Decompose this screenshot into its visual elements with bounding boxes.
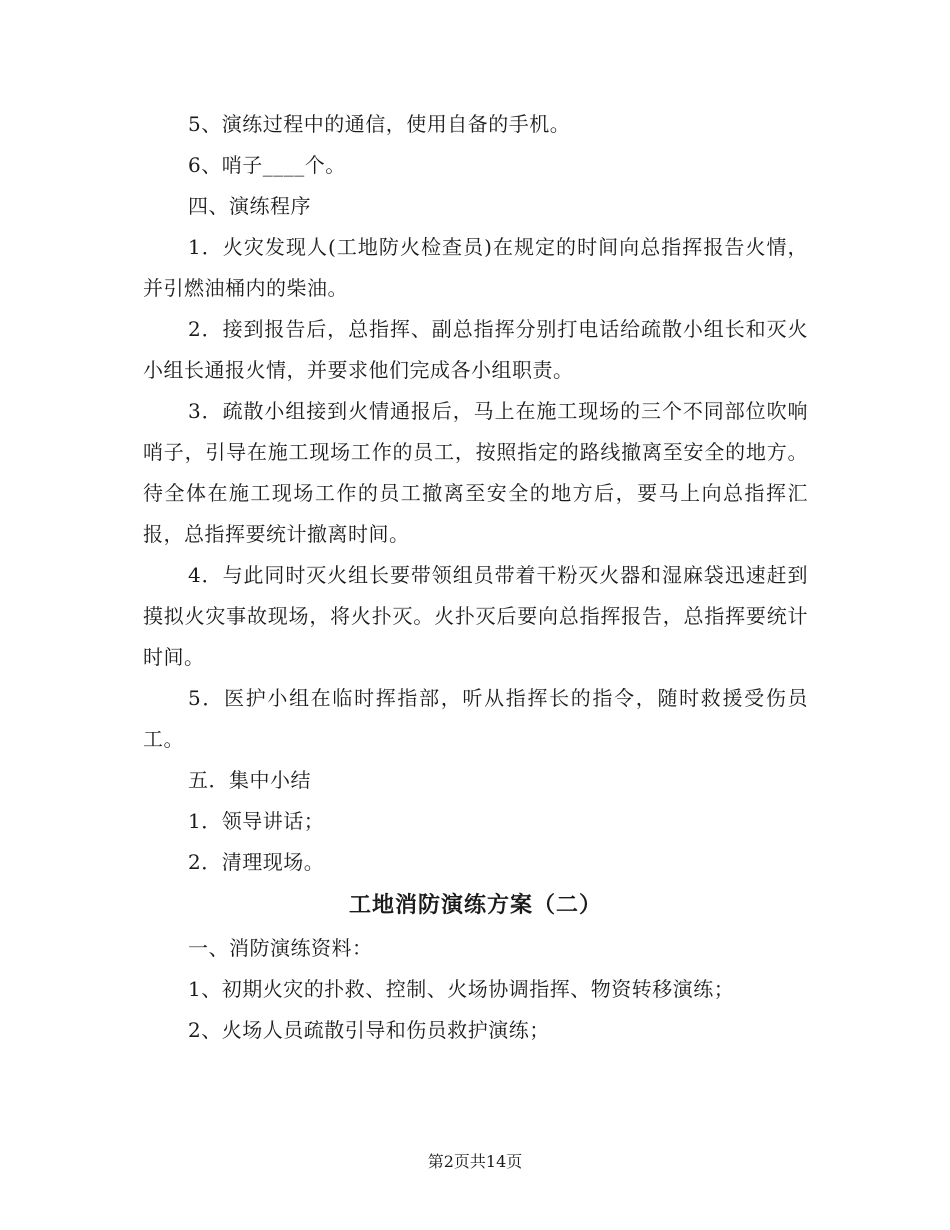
section-heading: 四、演练程序: [188, 194, 311, 218]
paragraph: 5．医护小组在临时挥指部，听从指挥长的指令，随时救援受伤员工。: [143, 686, 808, 751]
paragraph: 2．清理现场。: [188, 850, 325, 874]
document-body: [143, 104, 808, 1051]
paragraph: 1、初期火灾的扑救、控制、火场协调指挥、物资转移演练；: [188, 977, 735, 1001]
paragraph: 2、火场人员疏散引导和伤员救护演练；: [188, 1018, 550, 1042]
paragraph: 6、哨子____个。: [188, 153, 346, 177]
paragraph: 2．接到报告后，总指挥、副总指挥分别打电话给疏散小组长和灭火小组长通报火情，并要求他们完成各小组职责。: [143, 317, 808, 382]
document-title: 工地消防演练方案（二）: [348, 892, 602, 918]
paragraph: 5、演练过程中的通信，使用自备的手机。: [188, 112, 571, 136]
paragraph: 3．疏散小组接到火情通报后，马上在施工现场的三个不同部位吹响哨子，引导在施工现场工作的员工，按照指定的路线撤离至安全的地方。待全体在施工现场工作的员工撤离至安全的地方后，要马上向总指挥汇报，总指挥要统计撤离时间。: [143, 399, 808, 546]
page-number: 第2页共14页: [427, 1152, 523, 1171]
paragraph: 1．火灾发现人(工地防火检查员)在规定的时间向总指挥报告火情，并引燃油桶内的柴油。: [143, 235, 808, 300]
paragraph: 1．领导讲话；: [188, 809, 325, 833]
paragraph: 4．与此同时灭火组长要带领组员带着干粉灭火器和湿麻袋迅速赶到摸拟火灾事故现场，将火扑灭。火扑灭后要向总指挥报告，总指挥要统计时间。: [143, 563, 808, 669]
section-heading: 一、消防演练资料：: [188, 936, 373, 960]
section-heading: 五．集中小结: [188, 768, 311, 792]
